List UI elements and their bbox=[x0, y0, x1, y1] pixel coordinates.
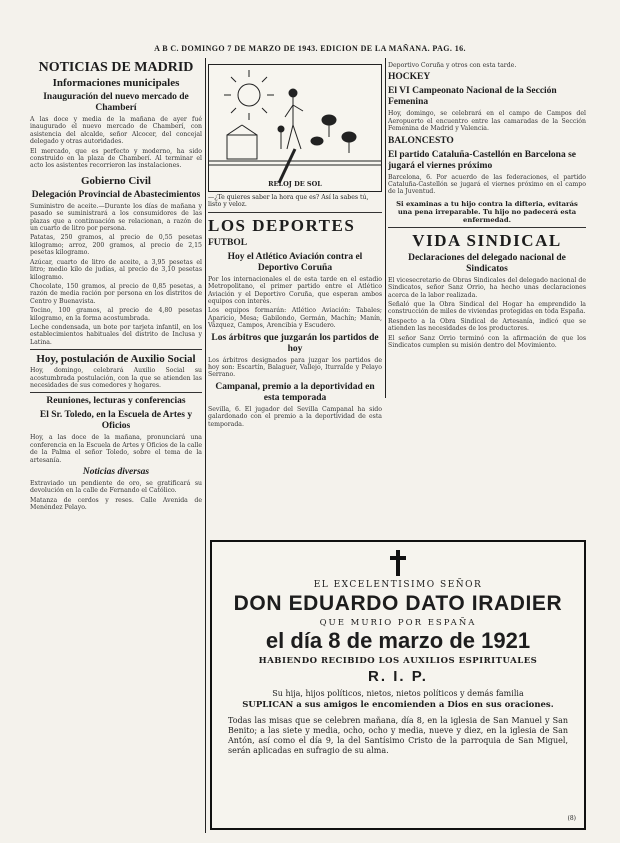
divider bbox=[208, 212, 382, 213]
illustration-title: RELOJ DE SOL bbox=[268, 180, 322, 188]
heading-municipal: Informaciones municipales bbox=[52, 77, 180, 89]
article-text: El vicesecretario de Obras Sindicales del delegado nacional de Sindicatos, señor Sanz Orrio, ha hecho unas declaraciones acerca de la labor realizada. bbox=[388, 276, 586, 299]
obituary-line: QUE MURIO POR ESPAÑA bbox=[319, 618, 477, 628]
heading-reuniones: Reuniones, lecturas y conferencias bbox=[46, 396, 186, 407]
obituary-masses: Todas las misas que se celebren mañana, día 8, en la iglesia de San Manuel y San Benito; a las siete y media, ocho, ocho y media, nueve y diez, en la iglesia de San Antón, así como el día 9, la del Santísimo Cristo de la parroquia de San Miguel, serán aplicadas en sufragio de su alma. bbox=[228, 716, 568, 755]
article-text: Sevilla, 6. El jugador del Sevilla Campanal ha sido galardonado con el premio a la deportividad de esta temporada. bbox=[208, 405, 382, 428]
article-text: Suministro de aceite.—Durante los días de mañana y pasado se suministrará a los consumidores de las plazas que a continuación se relacionan, a razón de un cuarto de litro por persona. bbox=[30, 202, 202, 233]
sundial-cartoon-icon bbox=[209, 65, 381, 189]
obituary-date: el día 8 de marzo de 1921 bbox=[265, 628, 531, 653]
article-text: El señor Sanz Orrio terminó con la afirmación de que los Sindicatos cumplen su misión dentro del Movimiento. bbox=[388, 334, 586, 350]
section-title-deportes: LOS DEPORTES bbox=[208, 215, 356, 235]
article-text: Por los internacionales el de esta tarde en el estadio Metropolitano, el primer partido entre el Atlético Aviación y el Deportivo Coruña, que esperan ambos equipos con interés. bbox=[208, 275, 382, 306]
column-divider bbox=[205, 58, 206, 833]
heading-mercado: Inauguración del nuevo mercado de Chamberí bbox=[43, 92, 189, 113]
heading-campeonato: El VI Campeonato Nacional de la Sección Femenina bbox=[388, 86, 557, 108]
article-text: Tocino, 100 gramos, al precio de 4,80 pesetas kilogramo, en la forma acostumbrada. bbox=[30, 307, 202, 322]
column-hockey-sindical bbox=[388, 60, 586, 398]
article-text: Patatas, 250 gramos, al precio de 0,55 pesetas kilogramo; arroz, 200 gramos, al precio de 2,15 pesetas kilogramo. bbox=[30, 234, 202, 257]
article-text: Los árbitros designados para juzgar los partidos de hoy son: Escartín, Balaguer, Vallejo, Iturralde y Pelayo Serrano. bbox=[208, 356, 382, 379]
article-text: Matanza de cerdos y reses. Calle Avenida de Menéndez Pelayo. bbox=[30, 496, 202, 512]
article-text: Respecto a la Obra Sindical de Artesanía, indicó que se atienden las necesidades de los productores. bbox=[388, 317, 586, 333]
heading-cataluna-castellon: El partido Cataluña-Castellón en Barcelona se jugará el viernes próximo bbox=[388, 149, 576, 171]
article-text: Azúcar, cuarto de litro de aceite, a 3,95 pesetas el litro; medio kilo de judías, al precio de 3,10 pesetas kilogramo. bbox=[30, 258, 202, 281]
heading-hockey: HOCKEY bbox=[388, 72, 431, 83]
obituary-family: Su hija, hijos políticos, nietos, nietos políticos y demás familia bbox=[272, 689, 524, 698]
article-text: Los equipos formarán: Atlético Aviación: Tabales; Aparicio, Mesa; Gabilondo, Germán, Machín; Manín, Vázquez, Campos, Arencibia y Escudero. bbox=[208, 307, 382, 330]
section-title-vida-sindical: VIDA SINDICAL bbox=[412, 230, 562, 250]
heading-gobierno-civil: Gobierno Civil bbox=[81, 174, 151, 187]
heading-futbol: FUTBOL bbox=[208, 237, 248, 248]
divider bbox=[30, 392, 202, 393]
column-sports bbox=[208, 60, 382, 428]
page-header: A B C. DOMINGO 7 DE MARZO DE 1943. EDICION DE LA MAÑANA. PAG. 16. bbox=[154, 44, 466, 53]
heading-declaraciones: Declaraciones del delegado nacional de Sindicatos bbox=[408, 252, 566, 274]
heading-baloncesto: BALONCESTO bbox=[388, 135, 454, 146]
article-text: Hoy, a las doce de la mañana, pronunciará una conferencia en la Escuela de Artes y Oficios de la calle de la Palma el señor Toledo, sobre el tema de la artesanía. bbox=[30, 434, 202, 464]
heading-arbitros: Los árbitros que juzgarán los partidos de hoy bbox=[211, 332, 379, 354]
divider bbox=[30, 349, 202, 350]
heading-campanal: Campanal, premio a la deportividad en esta temporada bbox=[215, 381, 375, 403]
article-text: A las doce y media de la mañana de ayer fué inaugurado el nuevo mercado de Chamberí, con asistencia del alcalde, señor Alcocer, del concejal delegado y otras autoridades. bbox=[30, 116, 202, 146]
article-text: Deportivo Coruña y otros con esta tarde. bbox=[388, 62, 517, 69]
obituary-name: DON EDUARDO DATO IRADIER bbox=[233, 592, 563, 615]
obituary-ref: (8) bbox=[567, 815, 576, 822]
heading-auxilio-social: Hoy, postulación de Auxilio Social bbox=[36, 353, 196, 366]
article-text: Hoy, domingo, se celebrará en el campo de Campos del Aeropuerto el encuentro entre las camaradas de la Sección Femenina de Madrid y Valencia. bbox=[388, 110, 586, 133]
article-text: El mercado, que es perfecto y moderno, ha sido construido en la plaza de Chamberí. Al terminar el acto los asistentes recorrieron las instalaciones. bbox=[30, 147, 202, 170]
article-text: Barcelona, 6. Por acuerdo de las federaciones, el partido Cataluña-Castellón se jugará el viernes próximo en el campo de la Juventud. bbox=[388, 173, 586, 196]
article-text: Señaló que la Obra Sindical del Hogar ha emprendido la construcción de miles de viviendas protegidas en toda España. bbox=[388, 301, 586, 316]
obituary-notice bbox=[210, 540, 586, 830]
health-notice: Si examinas a tu hijo contra la difteria, evitarás una pena irreparable. Tu hijo no padecerá esta enfermedad. bbox=[396, 199, 578, 224]
heading-toledo: El Sr. Toledo, en la Escuela de Artes y Oficios bbox=[39, 410, 193, 432]
article-text: Hoy, domingo, celebrará Auxilio Social su acostumbrada postulación, con la que se atienden las necesidades de sus comedores y hogares. bbox=[30, 367, 202, 389]
column-divider bbox=[385, 58, 386, 398]
obituary-title: EL EXCELENTISIMO SEÑOR bbox=[313, 580, 483, 590]
column-madrid-news bbox=[30, 60, 202, 820]
obituary-rip: R. I. P. bbox=[368, 668, 428, 685]
cross-icon bbox=[389, 550, 407, 576]
article-text: Chocolate, 150 gramos, al precio de 0,85 pesetas, a razón de media ración por persona en los distritos de Centro y Buenavista. bbox=[30, 282, 202, 305]
heading-abastecimientos: Delegación Provincial de Abastecimientos bbox=[31, 189, 201, 200]
illustration-caption: —¿Te quieres saber la hora que es? Así la sabes tú, listo y veloz. bbox=[208, 194, 369, 209]
obituary-line: HABIENDO RECIBIDO LOS AUXILIOS ESPIRITUALES bbox=[258, 656, 538, 666]
cartoon-illustration bbox=[208, 64, 382, 192]
heading-atletico: Hoy el Atlético Aviación contra el Deportivo Coruña bbox=[227, 251, 363, 273]
article-text: Extraviado un pendiente de oro, se gratificará su devolución en la calle de Fernando el Católico. bbox=[30, 480, 202, 495]
divider bbox=[388, 227, 586, 228]
obituary-request: SUPLICAN a sus amigos le encomienden a Dios en sus oraciones. bbox=[242, 700, 554, 710]
section-title-madrid: NOTICIAS DE MADRID bbox=[38, 60, 194, 75]
article-text: Leche condensada, un bote por tarjeta infantil, en los establecimientos habituales del distrito de Inclusa y Latina. bbox=[30, 323, 202, 346]
heading-noticias-diversas: Noticias diversas bbox=[82, 467, 150, 477]
